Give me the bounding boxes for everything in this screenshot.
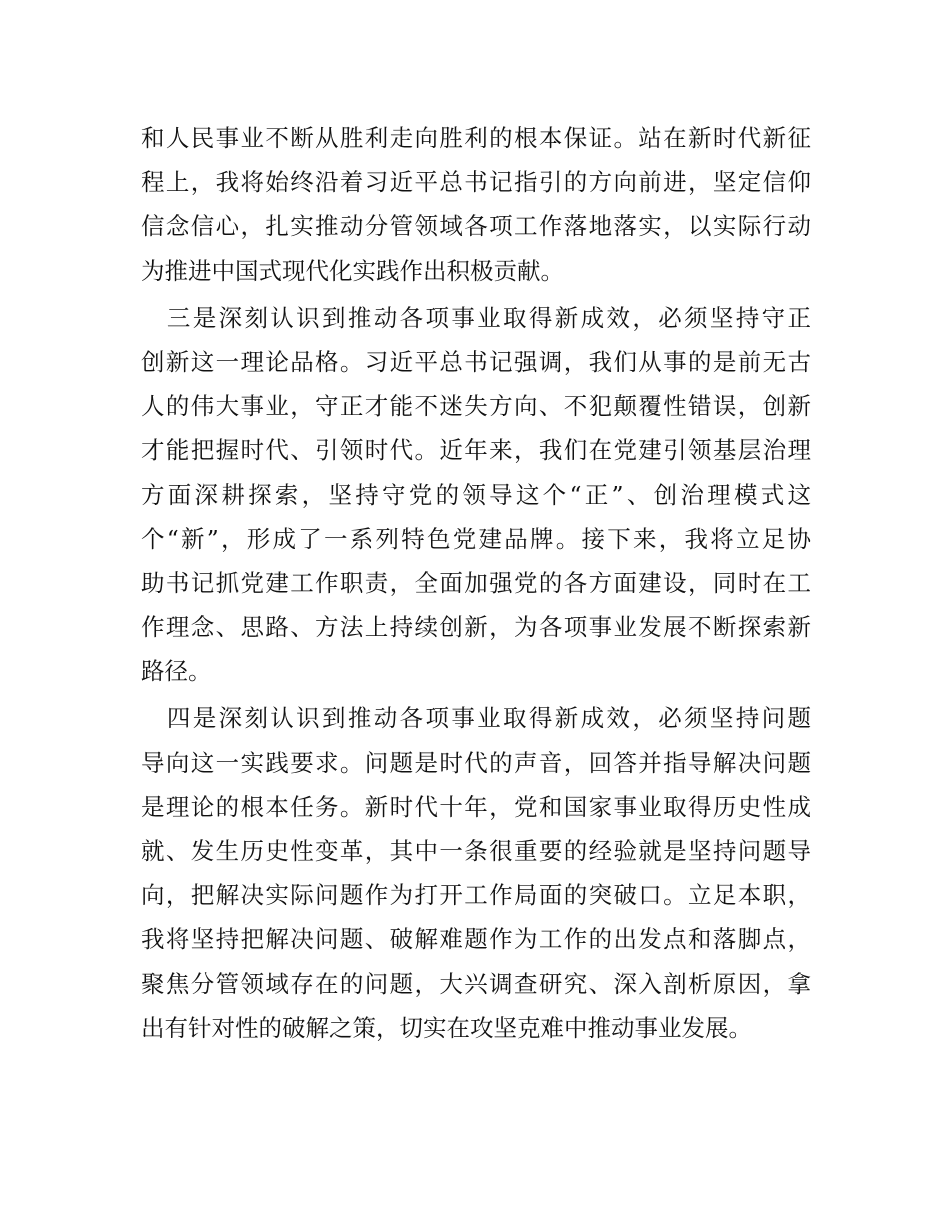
text-line: 作理念、思路、方法上持续创新，为各项事业发展不断探索新 <box>141 613 811 642</box>
text-line: 为推进中国式现代化实践作出积极贡献。 <box>141 256 564 285</box>
text-line: 才能把握时代、引领时代。近年来，我们在党建引领基层治理 <box>141 436 811 465</box>
text-line: 四是深刻认识到推动各项事业取得新成效，必须坚持问题 <box>141 704 811 733</box>
document-body <box>141 116 811 1053</box>
text-line: 聚焦分管领域存在的问题，大兴调查研究、深入剖析原因，拿 <box>141 969 811 998</box>
paragraph-four <box>141 696 811 1050</box>
text-line: 我将坚持把解决问题、破解难题作为工作的出发点和落脚点， <box>141 925 811 954</box>
text-line: 和人民事业不断从胜利走向胜利的根本保证。站在新时代新征 <box>141 124 811 152</box>
text-line: 出有针对性的破解之策，切实在攻坚克难中推动事业发展。 <box>141 1013 752 1042</box>
text-line: 三是深刻认识到推动各项事业取得新成效，必须坚持守正 <box>141 303 811 332</box>
text-line: 是理论的根本任务。新时代十年，党和国家事业取得历史性成 <box>141 792 811 821</box>
text-line: 向，把解决实际问题作为打开工作局面的突破口。立足本职， <box>141 881 811 910</box>
text-line: 信念信心，扎实推动分管领域各项工作落地落实，以实际行动 <box>141 212 811 241</box>
text-line: 导向这一实践要求。问题是时代的声音，回答并指导解决问题 <box>141 748 811 777</box>
paragraph-three <box>141 296 811 694</box>
text-line: 路径。 <box>141 657 212 686</box>
text-line: 方面深耕探索，坚持守党的领导这个“正”、创治理模式这 <box>141 480 811 509</box>
paragraph-continuation <box>141 116 811 293</box>
text-line: 程上，我将始终沿着习近平总书记指引的方向前进，坚定信仰 <box>141 168 811 197</box>
text-line: 助书记抓党建工作职责，全面加强党的各方面建设，同时在工 <box>141 568 811 597</box>
text-line: 个“新”，形成了一系列特色党建品牌。接下来，我将立足协 <box>141 524 811 553</box>
text-line: 人的伟大事业，守正才能不迷失方向、不犯颠覆性错误，创新 <box>141 392 811 421</box>
text-line: 创新这一理论品格。习近平总书记强调，我们从事的是前无古 <box>141 347 811 376</box>
text-line: 就、发生历史性变革，其中一条很重要的经验就是坚持问题导 <box>141 837 811 865</box>
